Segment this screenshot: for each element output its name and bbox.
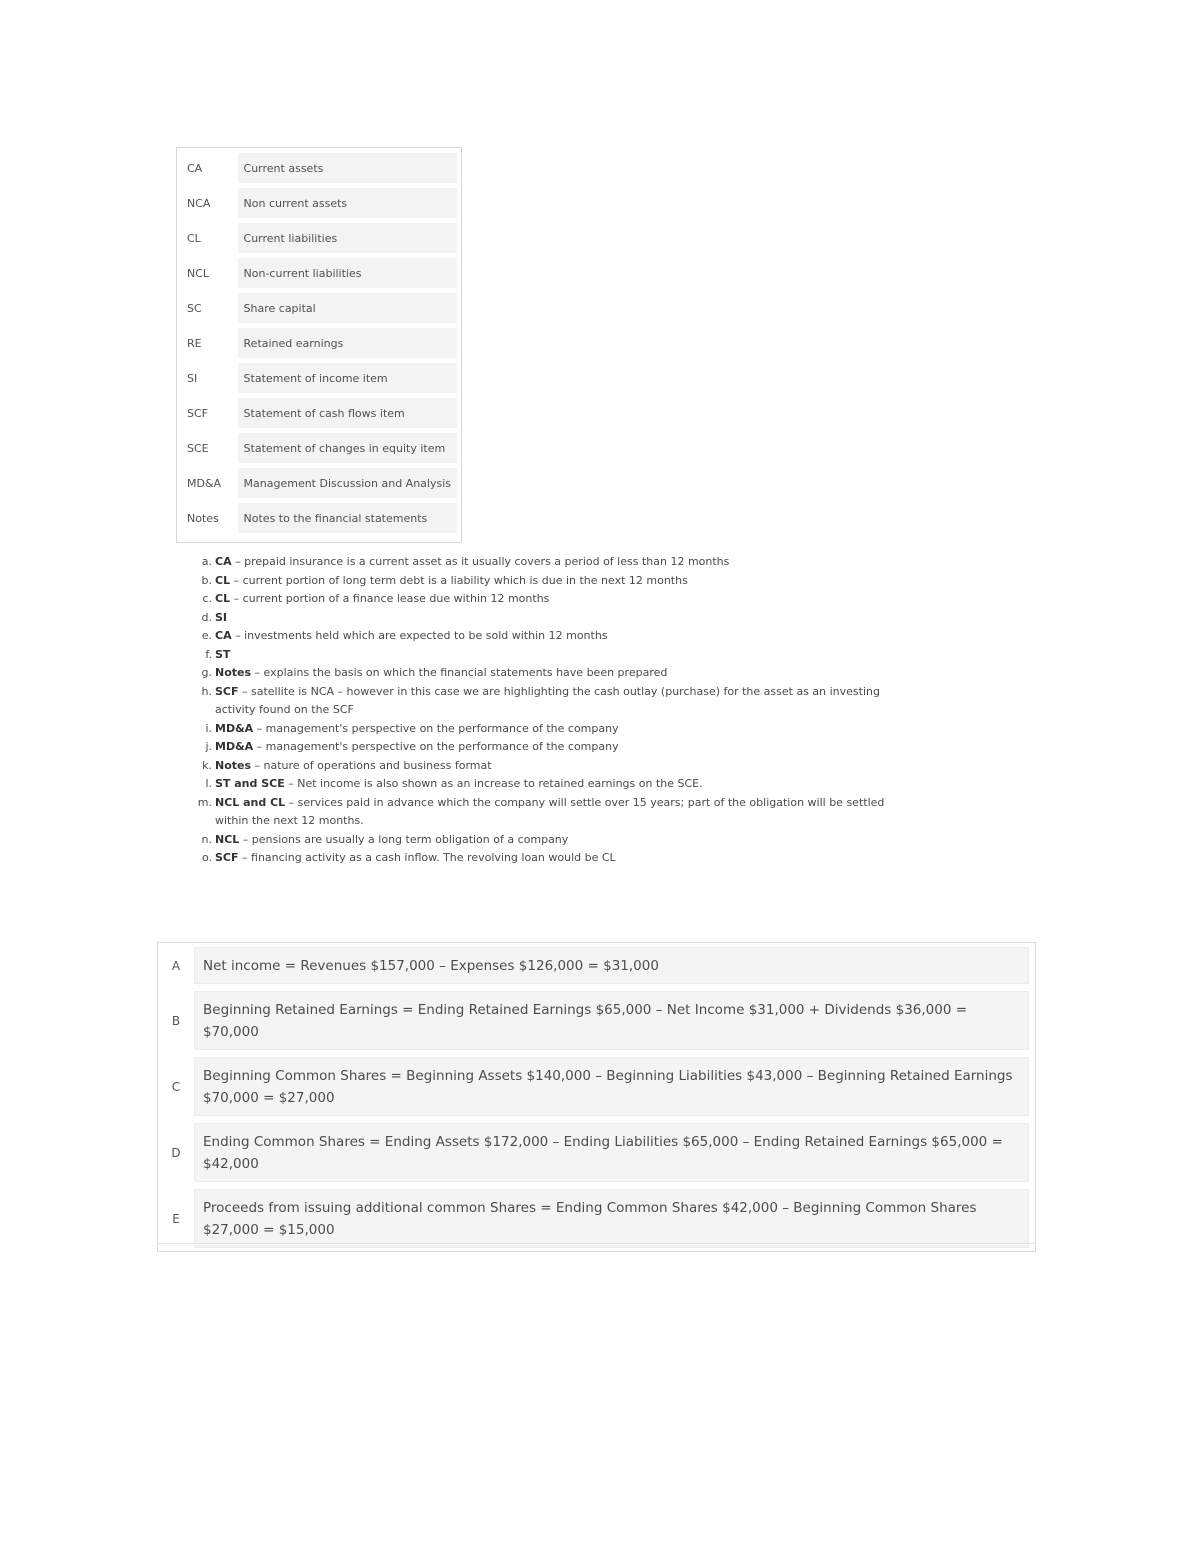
equation-text: Beginning Common Shares = Beginning Assets $140,000 – Beginning Liabilities $43,000 – Beginning Retained Earnings $70,000 = $27,000 <box>194 1057 1029 1116</box>
item-letter: a. <box>201 555 212 568</box>
abbreviation-code: RE <box>181 328 238 358</box>
abbreviation-meaning: Notes to the financial statements <box>238 503 457 533</box>
abbreviation-table-grid <box>181 148 457 538</box>
list-item <box>196 831 896 850</box>
item-text: – investments held which are expected to be sold within 12 months <box>231 629 608 642</box>
list-item-continuation <box>196 701 896 720</box>
equation-label: C <box>171 1079 181 1094</box>
item-letter: l. <box>205 777 212 790</box>
item-text: – management's perspective on the performance of the company <box>253 740 619 753</box>
list-item <box>196 590 896 609</box>
equation-label: B <box>171 1013 181 1028</box>
list-item <box>196 757 896 776</box>
answer-list <box>196 553 896 868</box>
table-row <box>158 1057 1029 1116</box>
abbreviation-meaning: Statement of changes in equity item <box>238 433 457 463</box>
item-text: – satellite is NCA – however in this case we are highlighting the cash outlay (purchase) for the asset as an investing <box>238 684 880 698</box>
item-text: – financing activity as a cash inflow. The revolving loan would be CL <box>238 851 616 864</box>
item-letter: d. <box>201 610 212 624</box>
abbreviation-code: NCA <box>181 188 238 218</box>
item-letter: i. <box>205 721 212 735</box>
table-row <box>158 1189 1029 1248</box>
item-letter: h. <box>201 684 212 698</box>
equation-text: Ending Common Shares = Ending Assets $172,000 – Ending Liabilities $65,000 – Ending Retained Earnings $65,000 = $42,000 <box>194 1123 1029 1182</box>
item-label: Notes <box>215 666 252 679</box>
item-text: – prepaid insurance is a current asset as it usually covers a period of less than 12 months <box>231 555 730 568</box>
list-item <box>196 738 896 757</box>
abbreviation-code: SC <box>181 293 238 323</box>
item-label: CA <box>215 555 232 568</box>
abbreviation-meaning: Non-current liabilities <box>238 258 457 288</box>
list-item <box>196 794 896 813</box>
item-label: NCL and CL <box>215 795 286 809</box>
item-label: CL <box>215 592 231 605</box>
abbreviation-table <box>176 147 462 543</box>
item-text: – nature of operations and business format <box>251 758 492 772</box>
abbreviation-code: CA <box>181 153 238 183</box>
list-item <box>196 553 896 572</box>
table-row <box>181 328 457 358</box>
equation-label: E <box>172 1211 180 1226</box>
item-letter: j. <box>205 740 212 753</box>
abbreviation-code: CL <box>181 223 238 253</box>
abbreviation-meaning: Share capital <box>238 293 457 323</box>
list-item <box>196 572 896 591</box>
abbreviation-code: SCE <box>181 433 238 463</box>
list-item <box>196 646 896 665</box>
equation-text: Net income = Revenues $157,000 – Expenses $126,000 = $31,000 <box>194 947 1029 984</box>
item-letter: k. <box>202 758 212 772</box>
item-label: SI <box>215 610 228 624</box>
equation-label: A <box>171 958 181 973</box>
item-text: – current portion of long term debt is a liability which is due in the next 12 months <box>230 573 688 587</box>
item-letter: f. <box>205 647 212 661</box>
abbreviation-meaning: Current assets <box>238 153 457 183</box>
divider <box>157 1243 1036 1244</box>
item-letter: c. <box>202 592 212 605</box>
table-row <box>181 398 457 428</box>
equation-text: Proceeds from issuing additional common Shares = Ending Common Shares $42,000 – Beginning Common Shares $27,000 = $15,000 <box>194 1189 1029 1248</box>
abbreviation-meaning: Current liabilities <box>238 223 457 253</box>
table-row <box>181 223 457 253</box>
list-item <box>196 849 896 868</box>
list-item <box>196 720 896 739</box>
abbreviation-code: NCL <box>181 258 238 288</box>
item-label: CA <box>215 629 232 642</box>
item-label: MD&A <box>215 740 254 753</box>
item-letter: b. <box>201 573 212 587</box>
item-label: ST <box>215 647 231 661</box>
equation-label: D <box>171 1145 181 1160</box>
table-row <box>181 433 457 463</box>
item-text: – pensions are usually a long term obligation of a company <box>239 832 569 846</box>
table-row <box>181 258 457 288</box>
item-text: – current portion of a finance lease due within 12 months <box>230 592 550 605</box>
equation-text: Beginning Retained Earnings = Ending Retained Earnings $65,000 – Net Income $31,000 + Dividends $36,000 = $70,000 <box>194 991 1029 1050</box>
abbreviation-meaning: Retained earnings <box>238 328 457 358</box>
abbreviation-code: SCF <box>181 398 238 428</box>
item-text-continued: within the next 12 months. <box>215 814 364 827</box>
list-item <box>196 609 896 628</box>
table-row <box>181 293 457 323</box>
table-row <box>181 503 457 533</box>
table-row <box>158 1123 1029 1182</box>
list-item-continuation <box>196 812 896 831</box>
item-letter: g. <box>201 666 212 679</box>
item-text: – explains the basis on which the financial statements have been prepared <box>251 666 668 679</box>
item-text-continued: activity found on the SCF <box>215 703 354 716</box>
item-label: NCL <box>215 832 240 846</box>
item-text: – management's perspective on the performance of the company <box>253 721 619 735</box>
abbreviation-meaning: Statement of cash flows item <box>238 398 457 428</box>
abbreviation-code: MD&A <box>181 468 238 498</box>
table-row <box>181 468 457 498</box>
table-row <box>158 947 1029 984</box>
item-label: CL <box>215 573 231 587</box>
item-letter: n. <box>201 832 212 846</box>
list-item <box>196 775 896 794</box>
abbreviation-code: SI <box>181 363 238 393</box>
item-label: SCF <box>215 851 239 864</box>
item-label: SCF <box>215 684 239 698</box>
abbreviation-meaning: Management Discussion and Analysis <box>238 468 457 498</box>
item-text: – Net income is also shown as an increase to retained earnings on the SCE. <box>284 777 703 790</box>
item-letter: m. <box>197 795 212 809</box>
table-row <box>158 991 1029 1050</box>
table-row <box>181 153 457 183</box>
item-label: Notes <box>215 758 252 772</box>
list-item <box>196 627 896 646</box>
equation-table <box>157 942 1036 1252</box>
item-letter: o. <box>201 851 212 864</box>
abbreviation-code: Notes <box>181 503 238 533</box>
list-item <box>196 664 896 683</box>
table-row <box>181 363 457 393</box>
item-text: – services paid in advance which the company will settle over 15 years; part of the obligation will be settled <box>285 795 885 809</box>
item-letter: e. <box>201 629 212 642</box>
abbreviation-meaning: Non current assets <box>238 188 457 218</box>
item-label: MD&A <box>215 721 254 735</box>
list-item <box>196 683 896 702</box>
item-label: ST and SCE <box>215 777 285 790</box>
abbreviation-meaning: Statement of income item <box>238 363 457 393</box>
table-row <box>181 188 457 218</box>
